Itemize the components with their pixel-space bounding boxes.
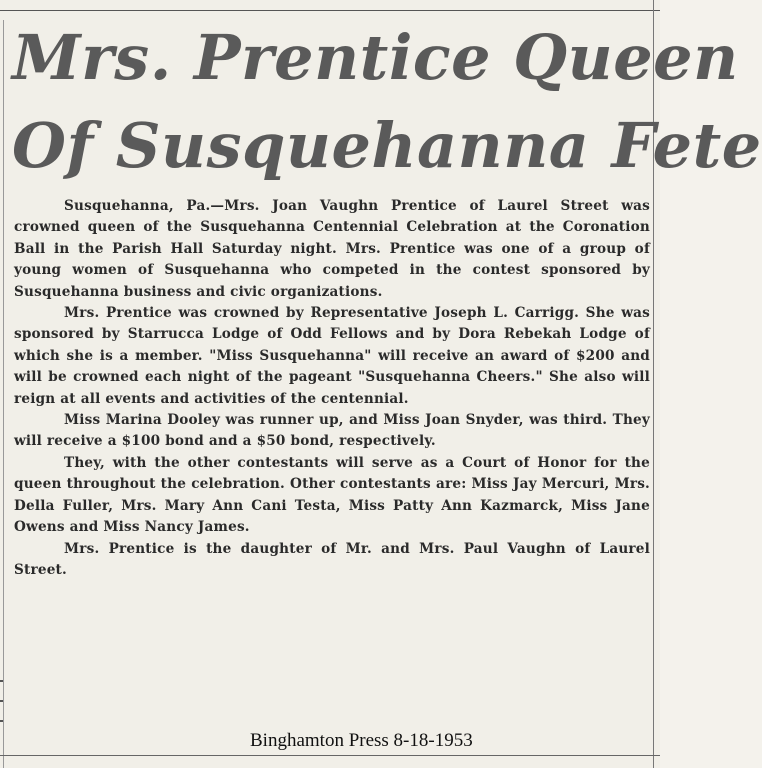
paragraph-4: They, with the other contestants will serve as a Court of Honor for the queen throughout the celebration. Other contestants are: Miss Jay Mercuri, Mrs. Della Fuller, Mrs. Mary Ann Cani Testa, Miss Patty Ann Kazmarck, Miss Jane Owens and Miss Nancy James.: [14, 454, 650, 536]
margin-marks: [0, 680, 4, 760]
paragraph-3: Miss Marina Dooley was runner up, and Miss Joan Snyder, was third. They will receive a $100 bond and a $50 bond, respectively.: [14, 412, 650, 450]
top-rule: [0, 10, 660, 11]
left-rule: [3, 20, 4, 768]
margin-mark: [0, 700, 3, 702]
headline: [12, 18, 762, 186]
bottom-rule: [0, 755, 660, 756]
headline-line-2: Of Susquehanna Fete: [12, 109, 762, 182]
paragraph-2: Mrs. Prentice was crowned by Representative Joseph L. Carrigg. She was sponsored by Starrucca Lodge of Odd Fellows and by Dora Rebekah Lodge of which she is a member. "Miss Susquehanna" will receive an award of $200 and will be crowned each night of the pageant "Susquehanna Cheers." She also will reign at all events and activities of the centennial.: [14, 305, 650, 407]
headline-line-1: Mrs. Prentice Queen: [12, 21, 739, 94]
margin-mark: [0, 680, 3, 682]
paragraph-5: Mrs. Prentice is the daughter of Mr. and Mrs. Paul Vaughn of Laurel Street.: [14, 540, 650, 578]
paragraph-1: Susquehanna, Pa.—Mrs. Joan Vaughn Prentice of Laurel Street was crowned queen of the Susquehanna Centennial Celebration at the Coronation Ball in the Parish Hall Saturday night. Mrs. Prentice was one of a group of young women of Susquehanna who competed in the contest sponsored by Susquehanna business and civic organizations.: [14, 198, 650, 300]
article-body: [14, 196, 650, 581]
margin-mark: [0, 720, 3, 722]
source-credit: Binghamton Press 8-18-1953: [250, 730, 473, 751]
